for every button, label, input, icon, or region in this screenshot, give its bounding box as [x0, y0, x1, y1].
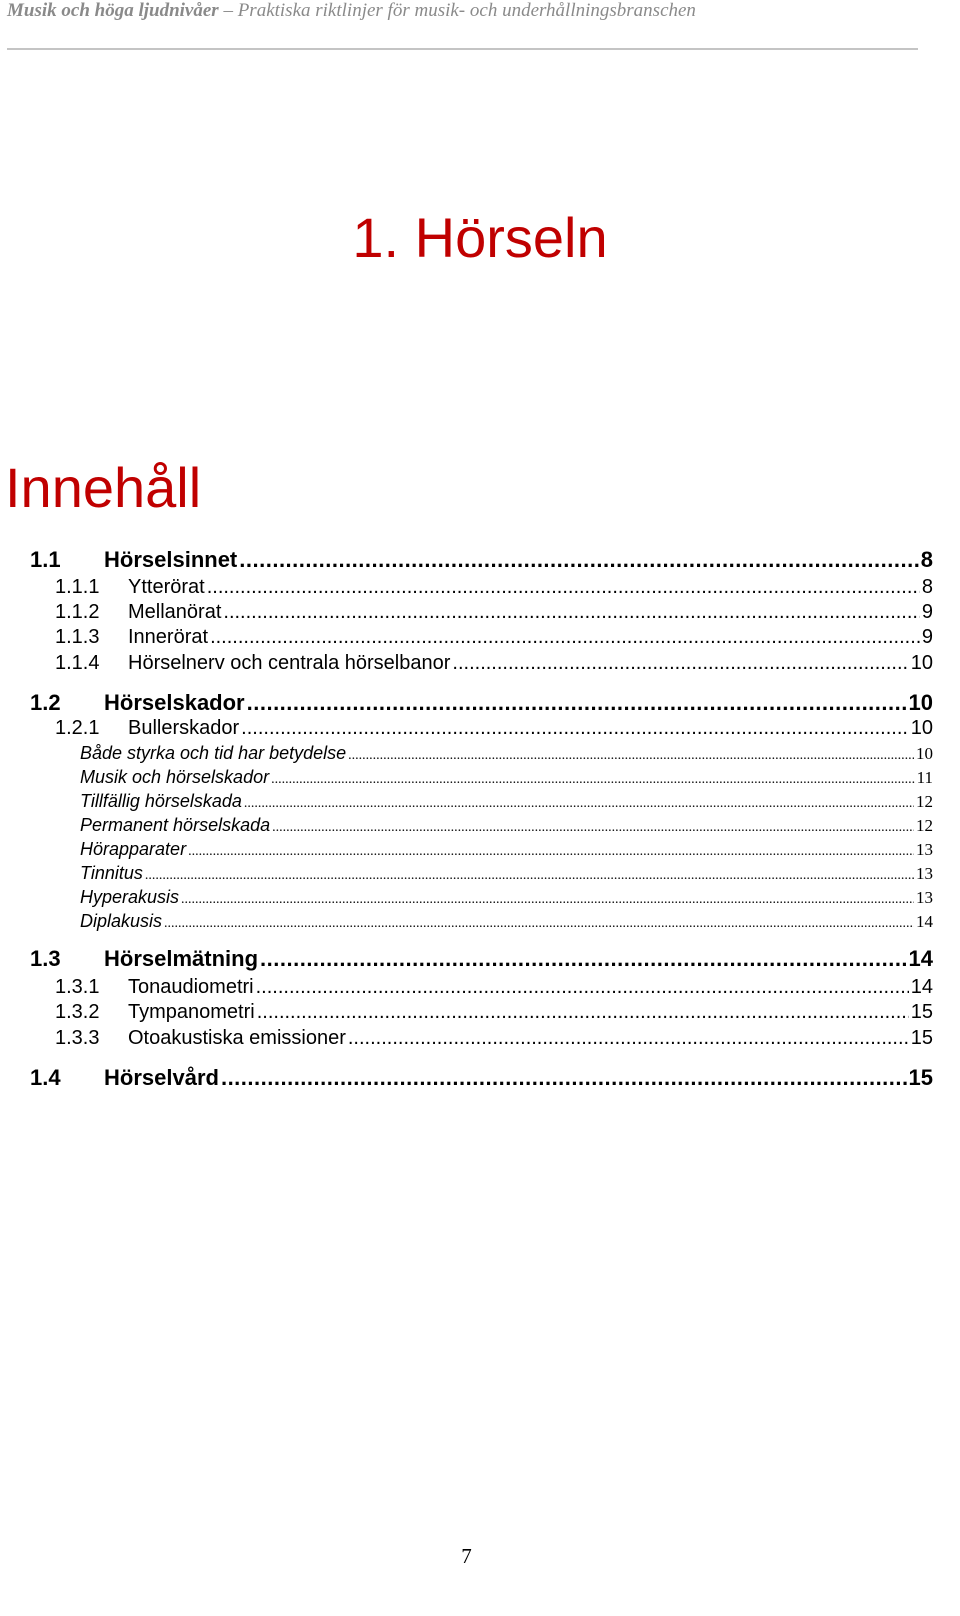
- toc-entry-label: Både styrka och tid har betydelse: [80, 743, 347, 763]
- toc-entry-label: Mellanörat: [128, 601, 222, 623]
- toc-entry[interactable]: [0, 716, 933, 740]
- toc-dot-leader: [272, 817, 914, 839]
- toc-entry-number: 1.3: [30, 946, 61, 971]
- toc-entry-page: 15: [910, 1027, 933, 1049]
- toc-entry-label: Hörselskador: [104, 690, 245, 715]
- toc-entry-number: 1.3.3: [55, 1027, 100, 1049]
- toc-entry[interactable]: [0, 838, 933, 860]
- toc-entry[interactable]: [0, 766, 933, 788]
- toc-entry-page: 9: [921, 601, 933, 623]
- toc-entry-number: 1.1: [30, 547, 61, 572]
- toc-entry-page: 14: [910, 976, 933, 998]
- toc-dot-leader: [239, 547, 918, 573]
- toc-entry[interactable]: [0, 975, 933, 999]
- toc-entry-page: 9: [921, 626, 933, 648]
- toc-entry[interactable]: [0, 1026, 933, 1050]
- toc-entry-label: Bullerskador: [128, 717, 240, 739]
- toc-entry-label: Otoakustiska emissioner: [128, 1027, 346, 1049]
- toc-dot-leader: [244, 793, 914, 815]
- toc-entry-page: 12: [916, 792, 933, 811]
- toc-dot-leader: [221, 1065, 907, 1091]
- toc-entry-label: Musik och hörselskador: [80, 767, 270, 787]
- toc-entry-number: 1.2.1: [55, 717, 100, 739]
- toc-dot-leader: [247, 690, 907, 716]
- toc-entry-page: 8: [921, 576, 933, 598]
- toc-entry[interactable]: [0, 1065, 933, 1091]
- toc-entry-label: Permanent hörselskada: [80, 815, 271, 835]
- toc-dot-leader: [164, 913, 914, 935]
- toc-entry-number: 1.2: [30, 690, 61, 715]
- toc-dot-leader: [271, 769, 915, 791]
- toc-entry-label: Hörselsinnet: [104, 547, 238, 572]
- toc-entry-number: 1.1.2: [55, 601, 100, 623]
- toc-entry-page: 13: [916, 840, 933, 859]
- toc-entry[interactable]: [0, 651, 933, 675]
- header-rule: [7, 48, 918, 50]
- toc-entry-label: Ytterörat: [128, 576, 205, 598]
- toc-entry-label: Hörselmätning: [104, 946, 259, 971]
- toc-entry[interactable]: [0, 790, 933, 812]
- toc-dot-leader: [181, 889, 914, 911]
- running-header: [7, 0, 696, 22]
- toc-entry[interactable]: [0, 690, 933, 716]
- toc-dot-leader: [260, 946, 906, 972]
- toc-entry-number: 1.1.3: [55, 626, 100, 648]
- toc-entry-page: 13: [916, 888, 933, 907]
- toc-dot-leader: [452, 651, 908, 675]
- toc-entry-page: 13: [916, 864, 933, 883]
- toc-dot-leader: [348, 1026, 909, 1050]
- toc-entry[interactable]: [0, 575, 933, 599]
- toc-entry[interactable]: [0, 1000, 933, 1024]
- page-number: 7: [461, 1544, 472, 1568]
- toc-entry[interactable]: [0, 600, 933, 624]
- running-header-title: Musik och höga ljudnivåer: [7, 0, 219, 21]
- toc-entry-label: Hörapparater: [80, 839, 187, 859]
- running-header-subtitle: – Praktiska riktlinjer för musik- och underhållningsbranschen: [218, 0, 696, 21]
- toc-entry[interactable]: [0, 742, 933, 764]
- toc-entry-page: 15: [910, 1001, 933, 1023]
- toc-entry-number: 1.3.2: [55, 1001, 100, 1023]
- toc-heading: Innehåll: [5, 456, 202, 519]
- toc-dot-leader: [145, 865, 914, 887]
- toc-entry-page: 10: [916, 744, 933, 763]
- toc-dot-leader: [256, 975, 909, 999]
- toc-dot-leader: [210, 625, 920, 649]
- toc-entry[interactable]: [0, 862, 933, 884]
- toc-entry-number: 1.1.1: [55, 576, 100, 598]
- toc-entry[interactable]: [0, 946, 933, 972]
- toc-entry[interactable]: [0, 625, 933, 649]
- toc-entry-page: 15: [908, 1065, 933, 1090]
- toc-dot-leader: [241, 716, 909, 740]
- toc-entry-page: 12: [916, 816, 933, 835]
- toc-entry[interactable]: [0, 547, 933, 573]
- toc-entry-label: Tinnitus: [80, 863, 143, 883]
- toc-entry-label: Hörselnerv och centrala hörselbanor: [128, 652, 451, 674]
- toc-entry-label: Tonaudiometri: [128, 976, 254, 998]
- toc-entry-label: Tillfällig hörselskada: [80, 791, 242, 811]
- toc-entry-label: Diplakusis: [80, 911, 163, 931]
- toc-entry-number: 1.1.4: [55, 652, 100, 674]
- toc-entry[interactable]: [0, 886, 933, 908]
- toc-entry-page: 10: [908, 690, 933, 715]
- toc-entry-page: 8: [920, 547, 933, 572]
- toc-dot-leader: [257, 1000, 909, 1024]
- toc-entry-page: 14: [908, 946, 933, 971]
- toc-entry-page: 10: [910, 717, 933, 739]
- toc-dot-leader: [207, 575, 920, 599]
- toc-dot-leader: [223, 600, 919, 624]
- toc-entry-number: 1.4: [30, 1065, 61, 1090]
- toc-entry-label: Hörselvård: [104, 1065, 219, 1090]
- toc-entry-number: 1.3.1: [55, 976, 100, 998]
- toc-entry[interactable]: [0, 910, 933, 932]
- chapter-title: 1. Hörseln: [352, 206, 608, 269]
- toc-dot-leader: [348, 745, 914, 767]
- toc-entry-page: 10: [910, 652, 933, 674]
- toc-dot-leader: [188, 841, 914, 863]
- toc-entry-label: Tympanometri: [128, 1001, 255, 1023]
- toc-entry[interactable]: [0, 814, 933, 836]
- toc-entry-label: Hyperakusis: [80, 887, 180, 907]
- toc-entry-page: 14: [916, 912, 933, 931]
- toc-entry-label: Innerörat: [128, 626, 209, 648]
- toc-entry-page: 11: [916, 768, 933, 787]
